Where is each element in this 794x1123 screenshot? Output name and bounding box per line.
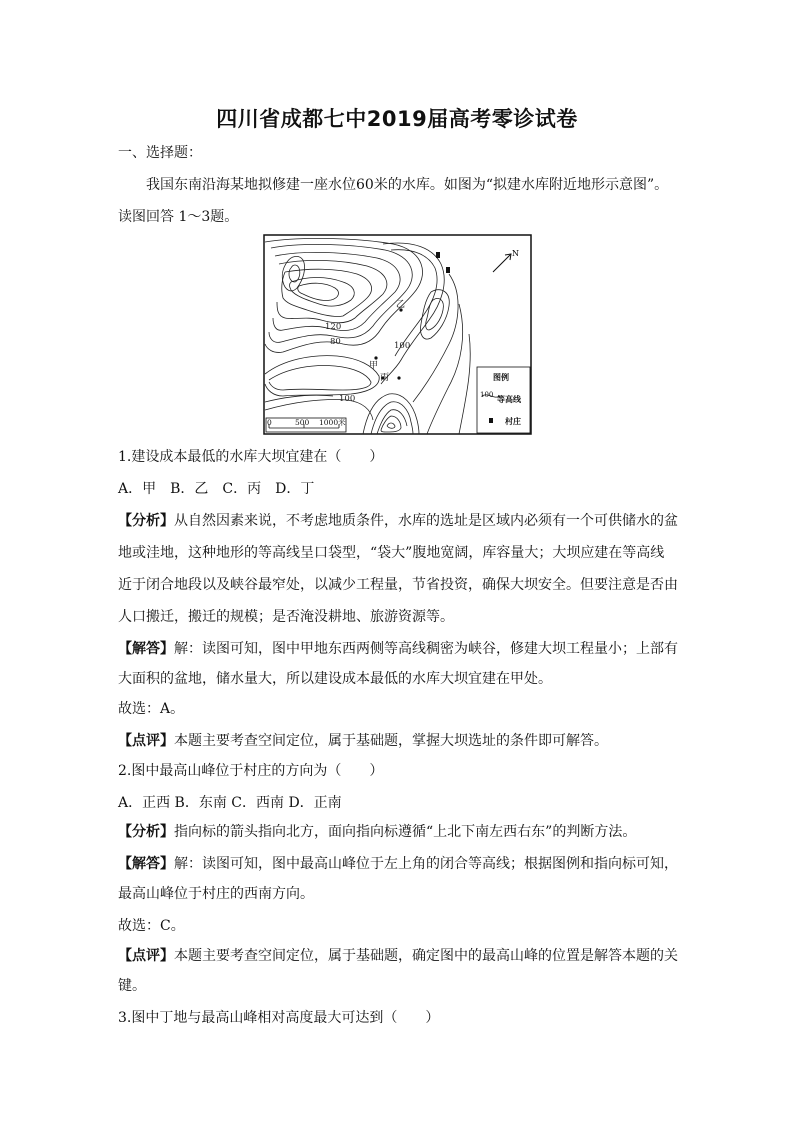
question-stem: 1.建设成本最低的水库大坝宜建在（ ）	[118, 449, 384, 465]
analysis-text: 地或洼地，这种地形的等高线呈口袋型，“袋大”腹地宽阔，库容量大；大坝应建在等高线	[118, 545, 665, 561]
solution-paragraph	[118, 854, 678, 874]
comment-paragraph	[118, 946, 678, 966]
page-title: 四川省成都七中2019届高考零诊试卷	[216, 107, 578, 131]
legend-village-label: 村庄	[505, 417, 521, 426]
solution-tag: 【解答】	[118, 856, 174, 872]
place-dot-ding	[397, 376, 400, 379]
question-options: A．甲 B．乙 C．丙 D．丁	[118, 481, 315, 497]
question-options: A．正西 B．东南 C．西南 D．正南	[118, 795, 342, 811]
solution-paragraph	[118, 639, 678, 659]
contour-label-120: 120	[325, 322, 342, 332]
legend-contour-label: 等高线	[497, 395, 521, 404]
scale-bar	[266, 417, 346, 432]
legend-village-icon	[489, 418, 493, 423]
analysis-text: 指向标的箭头指向北方，面向指向标遵循“上北下南左西右东”的判断方法。	[174, 824, 637, 840]
place-dot-jia	[374, 356, 377, 359]
question-stem: 3.图中丁地与最高山峰相对高度最大可达到（ ）	[118, 1010, 440, 1026]
answer-line: 故选：A。	[118, 701, 185, 717]
scale-label-1000: 1000米	[319, 418, 346, 427]
comment-paragraph	[118, 731, 608, 751]
analysis-paragraph	[118, 511, 678, 531]
legend-contour-value: 100	[480, 391, 494, 399]
legend-title: 图例	[493, 373, 509, 382]
map-legend	[477, 367, 530, 433]
comment-tag: 【点评】	[118, 733, 174, 749]
solution-tag: 【解答】	[118, 641, 174, 657]
comment-text: 本题主要考查空间定位，属于基础题，掌握大坝选址的条件即可解答。	[174, 733, 608, 749]
analysis-text: 从自然因素来说，不考虑地质条件，水库的选址是区域内必须有一个可供储水的盆	[174, 513, 678, 529]
place-label-jia: 甲	[369, 361, 379, 371]
analysis-paragraph	[118, 822, 636, 842]
contour-label-80: 80	[330, 337, 341, 347]
comment-text: 本题主要考查空间定位，属于基础题，确定图中的最高山峰的位置是解答本题的关	[174, 948, 678, 964]
intro-text: 读图回答 1～3题。	[118, 209, 239, 225]
analysis-tag: 【分析】	[118, 824, 174, 840]
topographic-map	[263, 234, 532, 435]
answer-line: 故选：C。	[118, 918, 185, 934]
solution-text: 解：读图可知，图中甲地东西两侧等高线稠密为峡谷，修建大坝工程量小；上部有	[174, 641, 678, 657]
place-label-yi: 乙	[396, 300, 406, 310]
north-label: N	[512, 249, 519, 258]
intro-text: 我国东南沿海某地拟修建一座水位60米的水库。如图为“拟建水库附近地形示意图”。	[146, 177, 669, 193]
contour-label-100: 100	[394, 341, 411, 351]
place-label-bing: 丙	[380, 373, 390, 383]
scale-label-0: 0	[267, 418, 272, 427]
analysis-text: 人口搬迁，搬迁的规模；是否淹没耕地、旅游资源等。	[118, 609, 454, 625]
village-marker	[446, 267, 450, 273]
analysis-tag: 【分析】	[118, 513, 174, 529]
solution-text: 解：读图可知，图中最高山峰位于左上角的闭合等高线；根据图例和指向标可知，	[174, 856, 678, 872]
section-heading: 一、选择题：	[118, 145, 202, 161]
solution-text: 大面积的盆地，储水量大，所以建设成本最低的水库大坝宜建在甲处。	[118, 671, 552, 687]
analysis-text: 近于闭合地段以及峡谷最窄处，以减少工程量，节省投资，确保大坝安全。但要注意是否由	[118, 577, 678, 593]
scale-label-500: 500	[295, 418, 310, 427]
village-marker	[436, 252, 440, 258]
comment-tag: 【点评】	[118, 948, 174, 964]
solution-text: 最高山峰位于村庄的西南方向。	[118, 886, 314, 902]
comment-text: 键。	[118, 978, 146, 994]
contour-label-100: 100	[339, 394, 356, 404]
question-stem: 2.图中最高山峰位于村庄的方向为（ ）	[118, 763, 384, 779]
